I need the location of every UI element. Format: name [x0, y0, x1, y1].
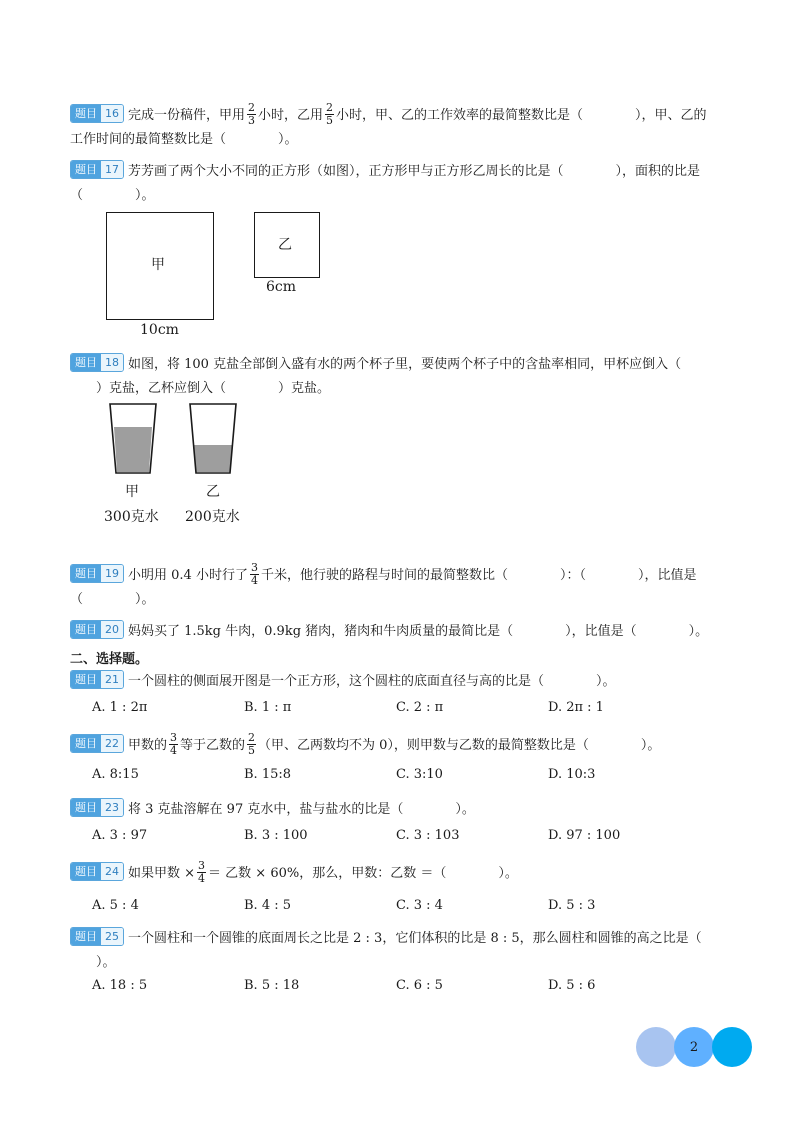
question-tag: 题目 25: [70, 927, 124, 946]
cup-yi: [188, 402, 238, 476]
fraction: $\frac{2}{3}$: [248, 101, 256, 127]
option-d[interactable]: D. 97 : 100: [548, 828, 621, 843]
question-22: 题目 22 甲数的 $\frac{3}{4}$ 等于乙数的 $\frac{2}{5}$ （甲、乙两数均不为 0），则甲数与乙数的最简整数比是（ ）。: [70, 733, 730, 758]
option-c[interactable]: C. 3 : 103: [396, 828, 460, 843]
option-d[interactable]: D. 5 : 3: [548, 898, 596, 913]
question-tag: 题目 16: [70, 104, 124, 123]
cup-yi-label: 乙: [206, 484, 220, 500]
option-a[interactable]: A. 18 : 5: [92, 978, 148, 993]
options-22: [92, 767, 732, 787]
square-jia-dimension: 10cm: [140, 322, 179, 338]
question-19: 题目 19 小明用 0.4 小时行了 $\frac{3}{4}$ 千米，他行驶的路程与时间的最简整数比（ ）：（ ），比值是 （ ）。: [70, 561, 697, 607]
option-b[interactable]: B. 5 : 18: [244, 978, 300, 993]
question-17: 题目 17 芳芳画了两个大小不同的正方形（如图），正方形甲与正方形乙周长的比是（ ），面积的比是 （ ）。: [70, 160, 730, 208]
option-c[interactable]: C. 3:10: [396, 767, 443, 782]
options-24: [92, 898, 732, 918]
fraction: $\frac{3}{4}$: [170, 731, 178, 757]
page-number-circle: [674, 1027, 714, 1067]
option-a[interactable]: A. 5 : 4: [92, 898, 139, 913]
fraction: $\frac{2}{5}$: [248, 731, 256, 757]
decor-circle-right: [712, 1027, 752, 1067]
option-b[interactable]: B. 4 : 5: [244, 898, 292, 913]
fraction: $\frac{2}{5}$: [326, 101, 334, 127]
question-tag: 题目 18: [70, 353, 124, 372]
option-a[interactable]: A. 1 : 2π: [92, 700, 148, 715]
options-23: [92, 828, 732, 848]
fraction: $\frac{3}{4}$: [250, 561, 258, 587]
question-20: 题目 20 妈妈买了 1.5kg 牛肉，0.9kg 猪肉，猪肉和牛肉质量的最简比是（ ），比值是（ ）。: [70, 620, 730, 644]
options-25: [92, 978, 732, 998]
option-b[interactable]: B. 3 : 100: [244, 828, 308, 843]
question-tag: 题目 24: [70, 862, 124, 881]
question-tag: 题目 21: [70, 670, 124, 689]
square-yi-label: 乙: [278, 237, 292, 253]
question-25: 题目 25 一个圆柱和一个圆锥的底面周长之比是 2 : 3，它们体积的比是 8 : 5，那么圆柱和圆锥的高之比是（ ）。: [70, 927, 730, 975]
square-jia-label: 甲: [151, 257, 165, 273]
option-d[interactable]: D. 2π : 1: [548, 700, 604, 715]
question-21: 题目 21 一个圆柱的侧面展开图是一个正方形，这个圆柱的底面直径与高的比是（ ）。: [70, 670, 730, 694]
cup-yi-water: 200克水: [185, 509, 240, 525]
decor-circle-left: [636, 1027, 676, 1067]
option-c[interactable]: C. 2 : π: [396, 700, 444, 715]
question-tag: 题目 19: [70, 564, 124, 583]
page-number: 2: [689, 1039, 699, 1055]
cup-jia-water: 300克水: [104, 509, 159, 525]
options-21: [92, 700, 732, 720]
question-tag: 题目 22: [70, 734, 124, 753]
cup-jia-label: 甲: [125, 484, 139, 500]
question-tag: 题目 23: [70, 798, 124, 817]
question-23: 题目 23 将 3 克盐溶解在 97 克水中，盐与盐水的比是（ ）。: [70, 798, 730, 822]
option-c[interactable]: C. 6 : 5: [396, 978, 443, 993]
option-a[interactable]: A. 8:15: [92, 767, 139, 782]
option-d[interactable]: D. 5 : 6: [548, 978, 596, 993]
section-heading: 二、选择题。: [70, 652, 149, 667]
option-b[interactable]: B. 15:8: [244, 767, 292, 782]
question-16: 题目 16 完成一份稿件，甲用 $\frac{2}{3}$ 小时，乙用 $\frac{2}{5}$ 小时，甲、乙的工作效率的最简整数比是（ ），甲、乙的 工作时间的最简整数比是（ ）。: [70, 101, 707, 147]
cup-jia: [108, 402, 158, 476]
question-18: 题目 18 如图，将 100 克盐全部倒入盛有水的两个杯子里，要使两个杯子中的含盐率相同，甲杯应倒入（ ）克盐，乙杯应倒入（ ）克盐。: [70, 353, 730, 401]
question-tag: 题目 17: [70, 160, 124, 179]
option-d[interactable]: D. 10:3: [548, 767, 596, 782]
question-24: 题目 24 如果甲数 × $\frac{3}{4}$ ＝ 乙数 × 60%，那么，甲数：乙数 ＝（ ）。: [70, 861, 730, 886]
option-c[interactable]: C. 3 : 4: [396, 898, 443, 913]
option-b[interactable]: B. 1 : π: [244, 700, 292, 715]
option-a[interactable]: A. 3 : 97: [92, 828, 148, 843]
question-tag: 题目 20: [70, 620, 124, 639]
square-yi-dimension: 6cm: [266, 279, 297, 295]
fraction: $\frac{3}{4}$: [198, 859, 206, 885]
